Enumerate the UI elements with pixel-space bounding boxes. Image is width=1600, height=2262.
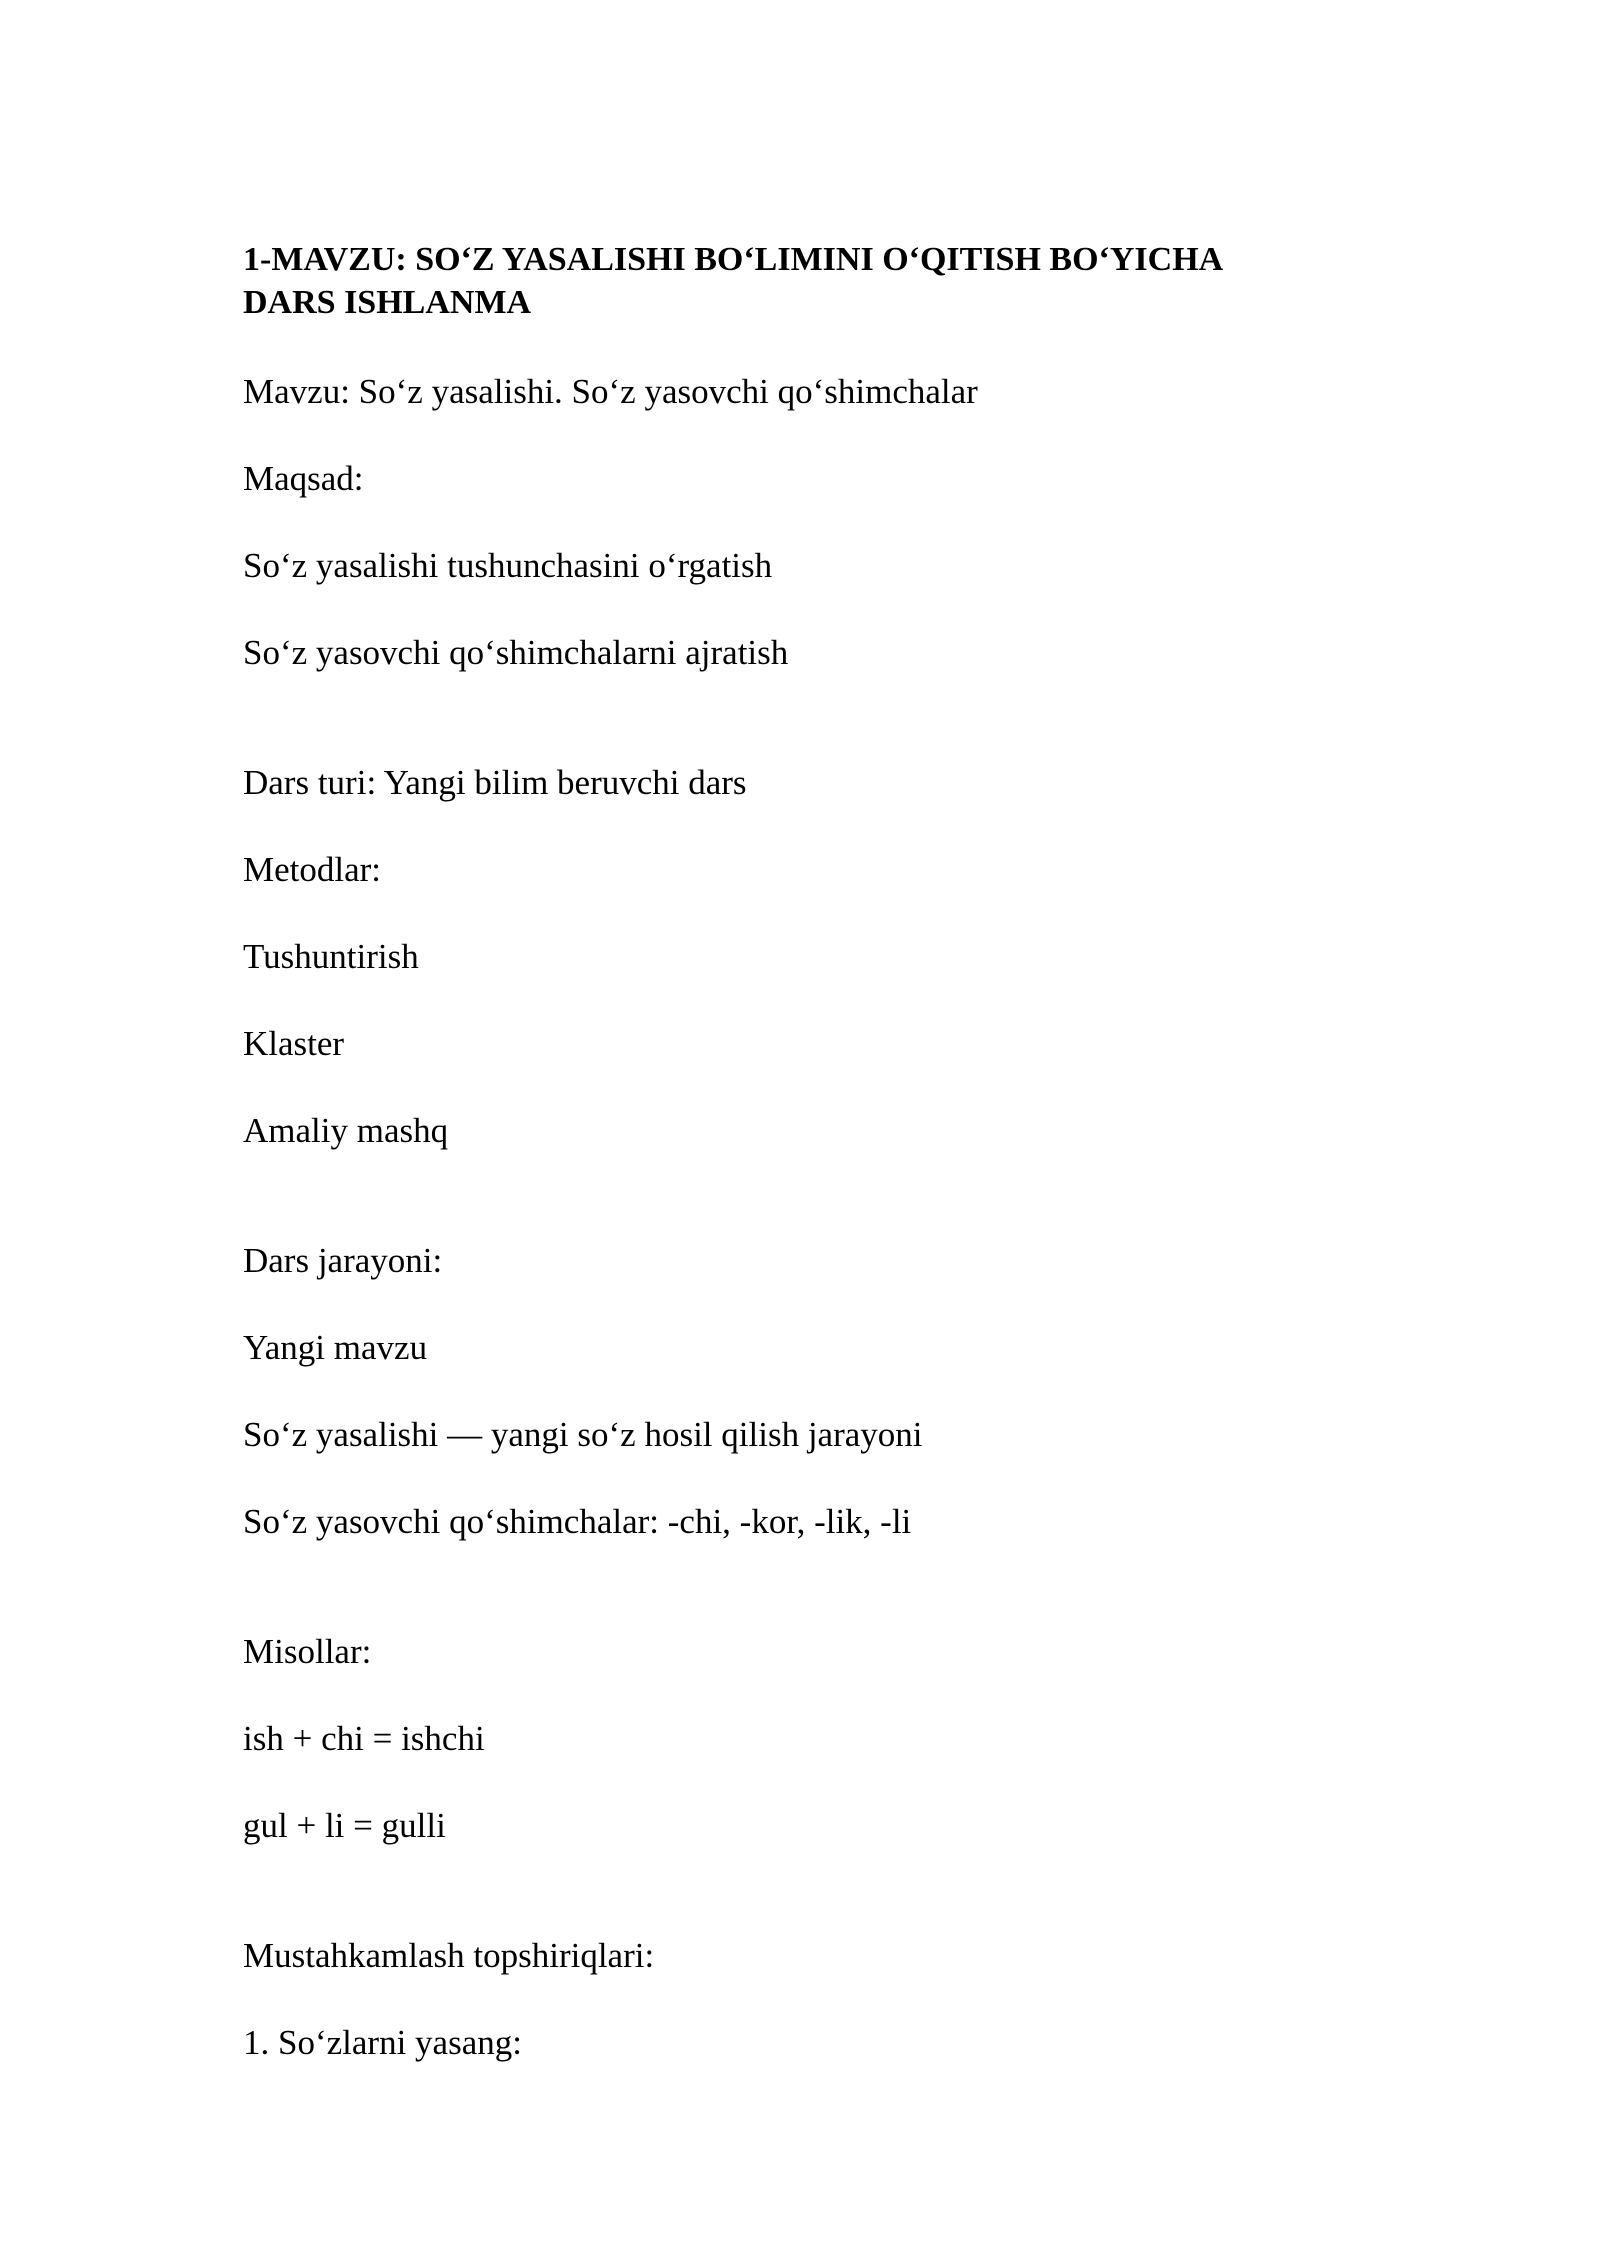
document-title [243,238,1393,324]
topic-line: Mavzu: So‘z yasalishi. So‘z yasovchi qo‘shimchalar [243,372,978,411]
example-item: ish + chi = ishchi [243,1719,485,1758]
examples-heading: Misollar: [243,1632,372,1671]
title-line-1: 1-MAVZU: SO‘Z YASALISHI BO‘LIMINI O‘QITISH BO‘YICHA [243,241,1224,278]
exercise-item: 1. So‘zlarni yasang: [243,2023,522,2062]
exercises-heading: Mustahkamlash topshiriqlari: [243,1936,655,1975]
suffixes-line: So‘z yasovchi qo‘shimchalar: -chi, -kor, -lik, -li [243,1502,912,1541]
methods-heading: Metodlar: [243,850,382,889]
goal-item: So‘z yasalishi tushunchasini o‘rgatish [243,546,773,585]
new-topic-line: Yangi mavzu [243,1328,428,1367]
example-item: gul + li = gulli [243,1806,446,1845]
goal-heading: Maqsad: [243,459,364,498]
method-item: Klaster [243,1024,345,1063]
lesson-process-heading: Dars jarayoni: [243,1241,443,1280]
definition-line: So‘z yasalishi — yangi so‘z hosil qilish jarayoni [243,1415,923,1454]
lesson-type-line: Dars turi: Yangi bilim beruvchi dars [243,763,747,802]
title-line-2: DARS ISHLANMA [243,284,532,321]
method-item: Tushuntirish [243,937,419,976]
method-item: Amaliy mashq [243,1111,449,1150]
goal-item: So‘z yasovchi qo‘shimchalarni ajratish [243,633,789,672]
